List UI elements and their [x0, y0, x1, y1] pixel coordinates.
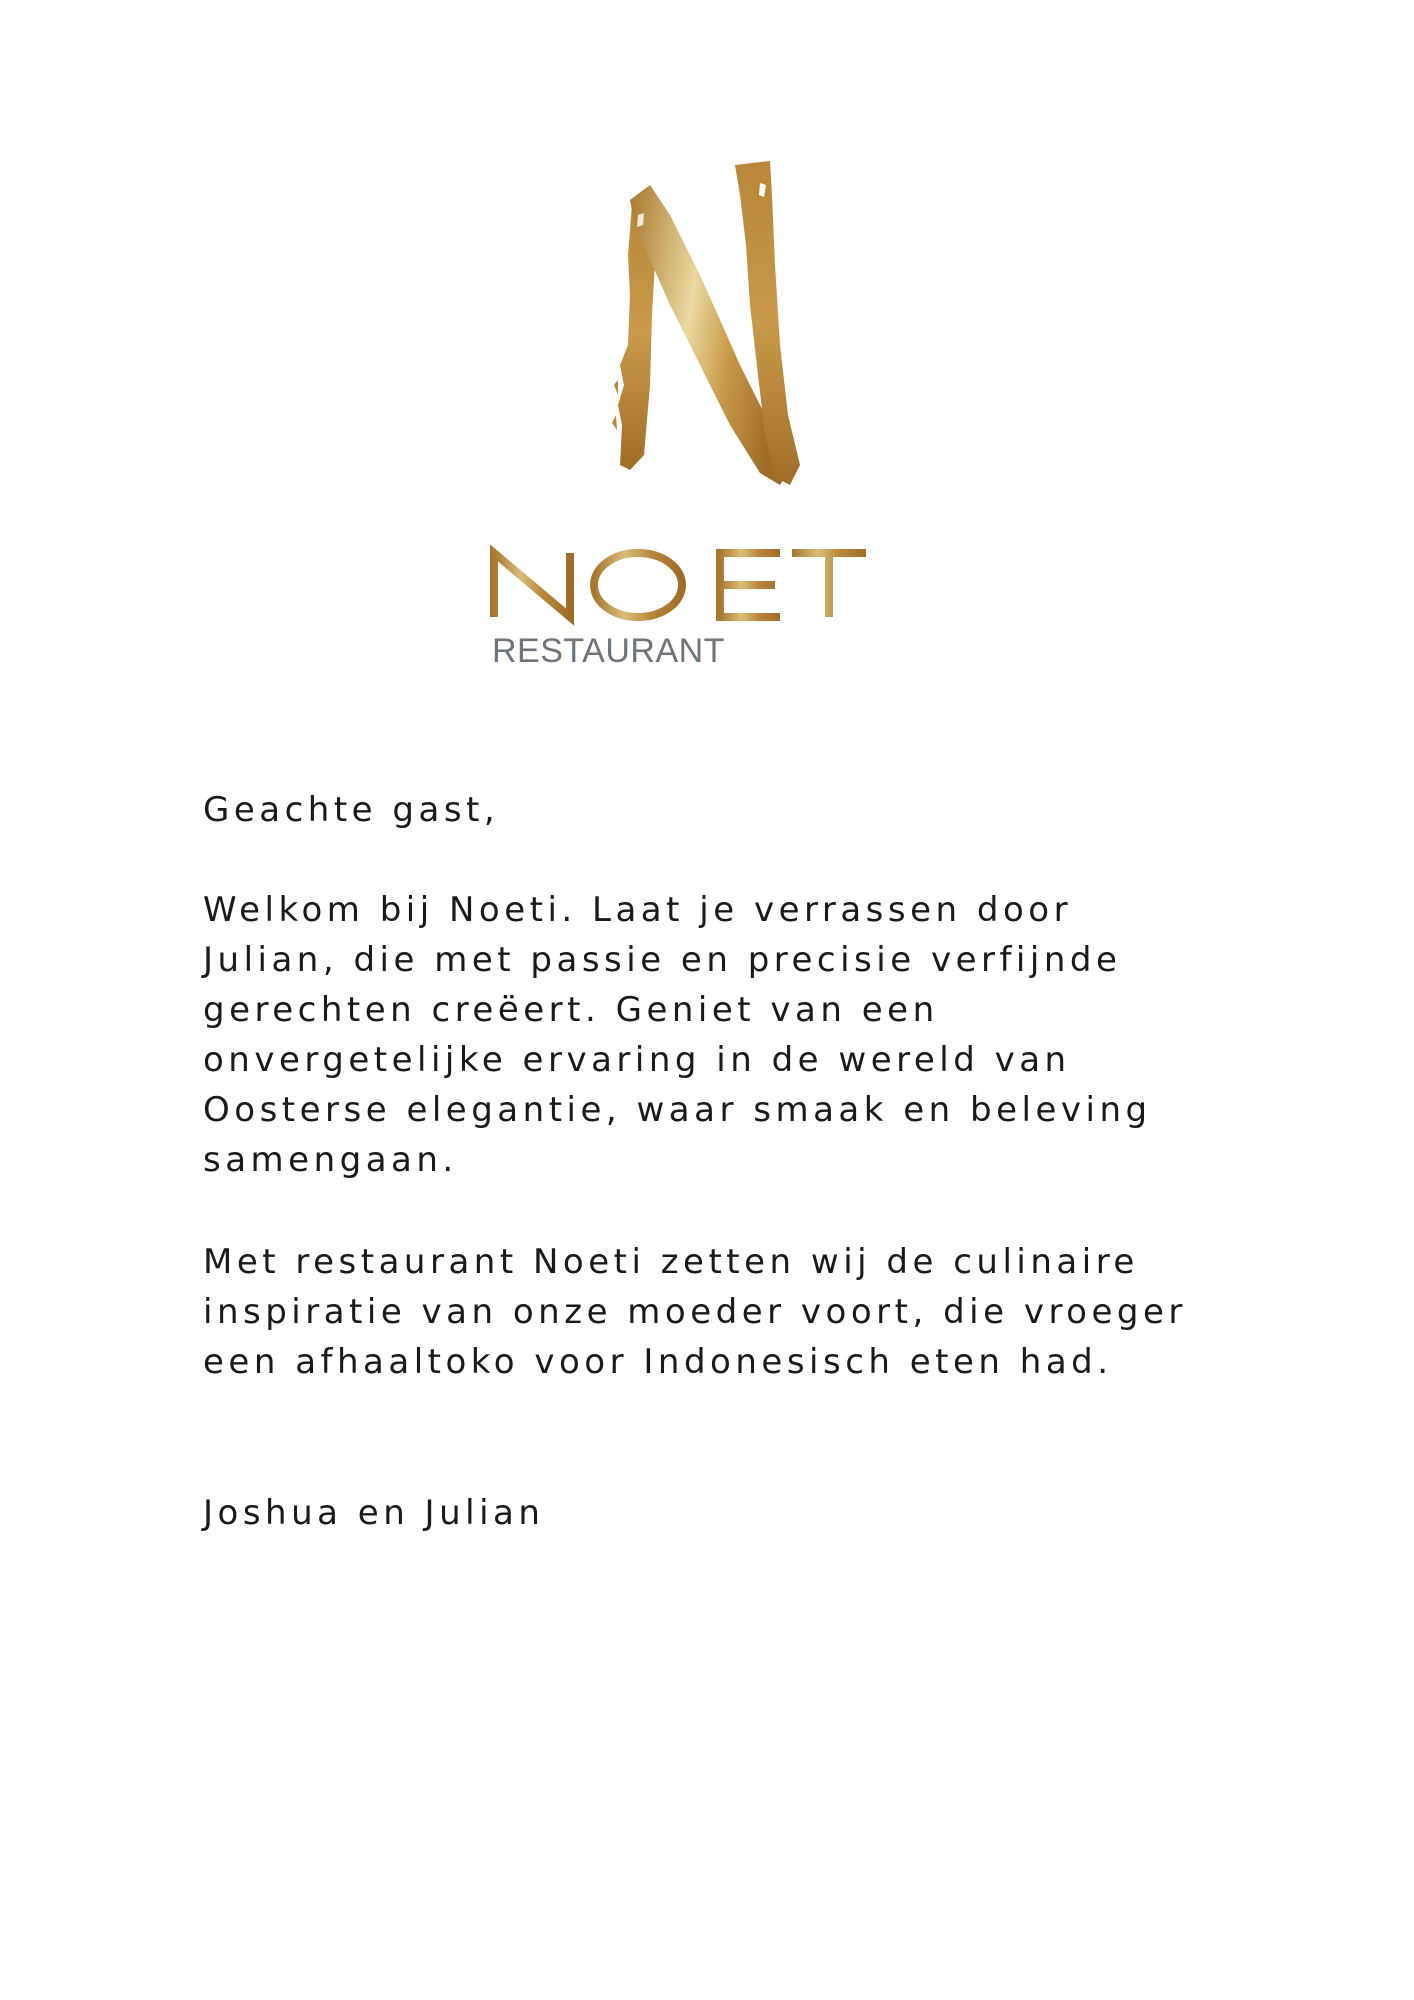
letter-signature: Joshua en Julian — [203, 1493, 545, 1533]
letter-paragraph-welcome: Welkom bij Noeti. Laat je verrassen door Julian, die met passie en precisie verfijnde gerechten creëert. Geniet van een onvergetelijke ervaring in de wereld van Oosterse elegantie, waar smaak en beleving samengaan. — [203, 890, 1152, 1180]
letter-greeting: Geachte gast, — [203, 790, 500, 830]
letter-paragraph-inspiration: Met restaurant Noeti zetten wij de culinaire inspiratie van onze moeder voort, die vroeger een afhaaltoko voor Indonesisch eten had. — [203, 1242, 1187, 1382]
noeti-restaurant-wordmark — [490, 545, 940, 670]
brush-n-monogram — [610, 155, 820, 495]
svg-text:RESTAURANT: RESTAURANT — [492, 632, 725, 670]
restaurant-logo — [0, 0, 1414, 700]
